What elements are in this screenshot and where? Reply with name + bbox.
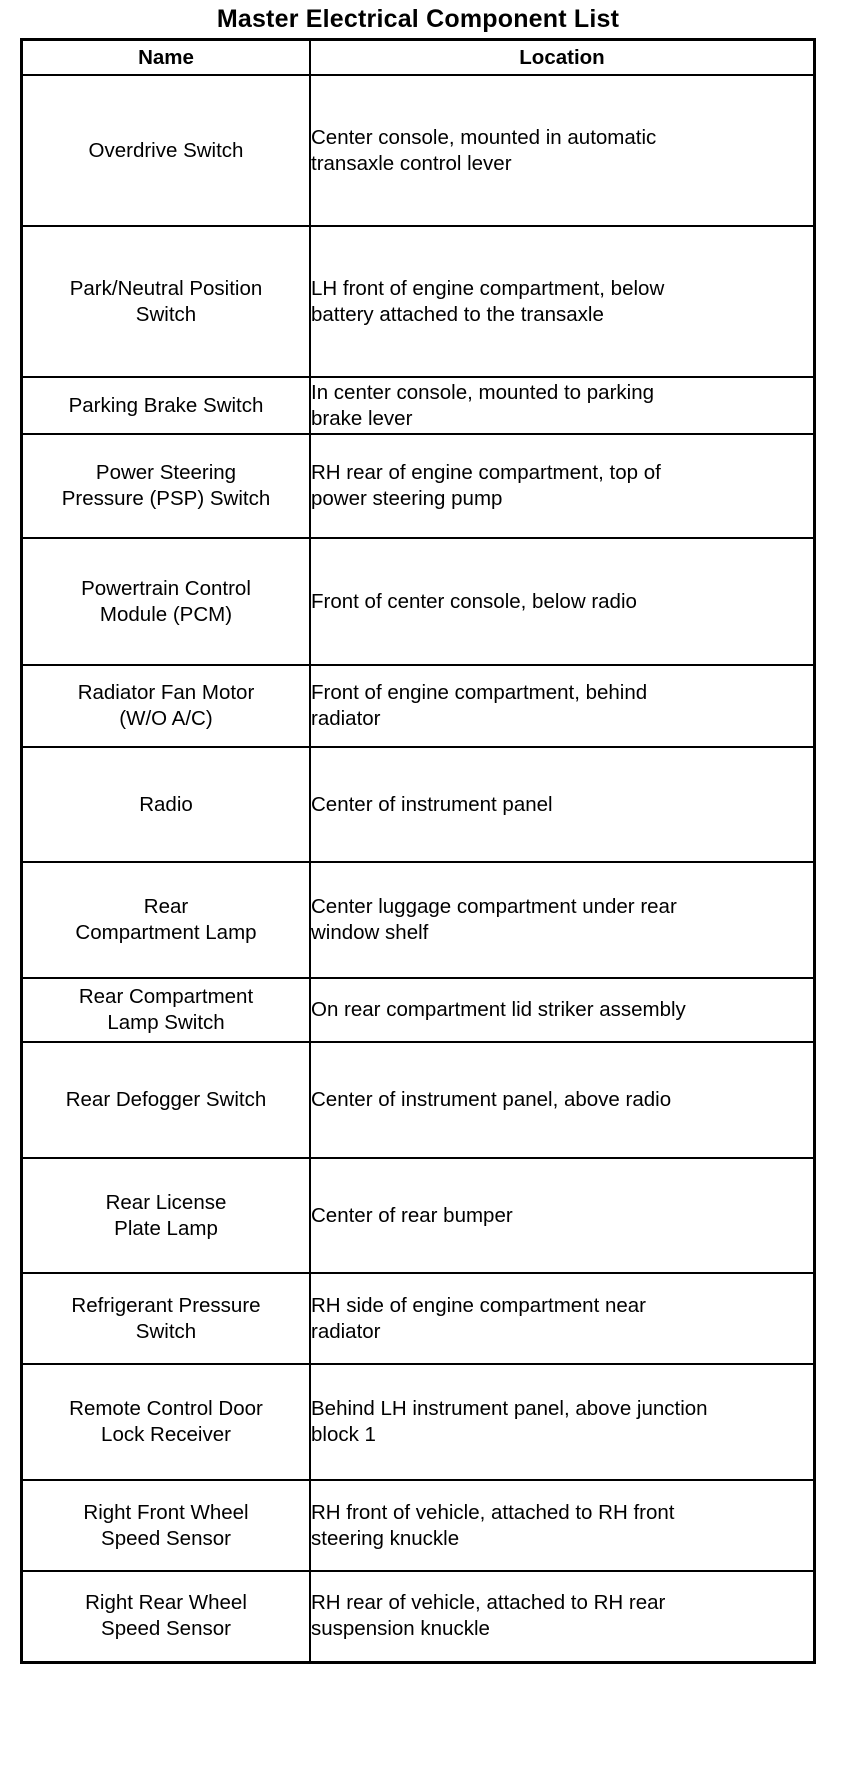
component-location-line: steering knuckle — [311, 1526, 460, 1550]
component-location-cell — [310, 862, 815, 978]
table-body — [22, 75, 815, 1662]
component-location-line: Center luggage compartment under rear — [311, 895, 677, 918]
component-location-cell — [310, 978, 815, 1042]
component-name-line: Rear Compartment — [78, 985, 254, 1008]
component-location-cell — [310, 665, 815, 747]
component-location-line: block 1 — [311, 1423, 376, 1446]
component-name-line: Rear License — [105, 1190, 227, 1214]
component-location-line: radiator — [311, 1319, 381, 1343]
component-location-line: radiator — [311, 707, 381, 730]
component-name-cell — [22, 1158, 311, 1273]
component-location-line: Behind LH instrument panel, above junction — [311, 1397, 708, 1420]
component-table — [20, 38, 816, 1664]
page-title: Master Electrical Component List — [216, 5, 620, 33]
component-table-container — [20, 38, 816, 1664]
component-location-line: Center of instrument panel, above radio — [311, 1088, 672, 1111]
table-row — [22, 1042, 815, 1158]
component-location-cell — [310, 1571, 815, 1662]
component-name-cell — [22, 538, 311, 665]
table-row — [22, 75, 815, 226]
component-name-cell — [22, 434, 311, 538]
table-row — [22, 538, 815, 665]
table-row — [22, 978, 815, 1042]
component-location-line: In center console, mounted to parking — [311, 380, 655, 404]
table-row — [22, 747, 815, 862]
component-location-line: RH front of vehicle, attached to RH front — [311, 1500, 675, 1524]
column-header-location: Location — [310, 40, 815, 76]
component-name-cell — [22, 377, 311, 434]
component-name-line: Radio — [139, 792, 193, 816]
component-name-line: Module (PCM) — [99, 602, 233, 626]
component-location-cell — [310, 1042, 815, 1158]
component-location-cell — [310, 747, 815, 862]
component-name-line: Remote Control Door — [69, 1397, 263, 1420]
component-name-line: Right Front Wheel — [83, 1500, 249, 1524]
component-name-line: Rear Defogger Switch — [65, 1088, 267, 1111]
component-name-line: Radiator Fan Motor — [77, 681, 255, 704]
component-location-line: On rear compartment lid striker assembly — [311, 998, 686, 1021]
component-name-line: Plate Lamp — [114, 1216, 218, 1240]
component-location-cell — [310, 1158, 815, 1273]
component-name-line: Park/Neutral Position — [69, 276, 263, 300]
table-row — [22, 434, 815, 538]
column-header-name: Name — [22, 40, 311, 76]
component-name-cell — [22, 1364, 311, 1480]
component-name-cell — [22, 747, 311, 862]
component-location-cell — [310, 377, 815, 434]
component-location-line: Front of center console, below radio — [311, 589, 637, 613]
table-row — [22, 665, 815, 747]
component-name-line: Power Steering — [95, 461, 237, 484]
component-location-cell — [310, 1364, 815, 1480]
component-name-cell — [22, 665, 311, 747]
component-name-line: Refrigerant Pressure — [71, 1293, 261, 1317]
component-name-line: Switch — [135, 302, 197, 326]
component-name-line: Pressure (PSP) Switch — [61, 487, 271, 510]
component-location-line: Center console, mounted in automatic — [311, 125, 657, 149]
component-location-line: suspension knuckle — [311, 1617, 490, 1641]
component-location-cell — [310, 75, 815, 226]
component-location-line: Center of rear bumper — [311, 1203, 513, 1227]
table-row — [22, 1480, 815, 1571]
component-location-cell — [310, 226, 815, 377]
component-location-line: RH rear of engine compartment, top of — [311, 461, 661, 484]
component-location-line: Front of engine compartment, behind — [311, 681, 648, 704]
component-name-cell — [22, 1571, 311, 1662]
component-location-line: window shelf — [311, 921, 429, 944]
component-location-cell — [310, 538, 815, 665]
component-location-line: LH front of engine compartment, below — [311, 276, 665, 300]
component-name-line: Speed Sensor — [101, 1526, 231, 1550]
component-name-line: Switch — [135, 1319, 197, 1343]
table-row — [22, 1158, 815, 1273]
table-row — [22, 1364, 815, 1480]
component-location-line: Center of instrument panel — [311, 792, 553, 816]
component-name-cell — [22, 862, 311, 978]
component-location-cell — [310, 434, 815, 538]
component-location-cell — [310, 1480, 815, 1571]
component-location-line: RH rear of vehicle, attached to RH rear — [311, 1591, 666, 1615]
component-location-cell — [310, 1273, 815, 1364]
table-row — [22, 1273, 815, 1364]
component-name-line: Rear — [143, 895, 189, 918]
component-name-line: Lamp Switch — [107, 1011, 225, 1034]
component-location-line: battery attached to the transaxle — [311, 302, 604, 326]
component-name-line: Speed Sensor — [101, 1617, 231, 1641]
component-location-line: transaxle control lever — [311, 151, 512, 175]
component-name-cell — [22, 1042, 311, 1158]
component-name-cell — [22, 226, 311, 377]
table-header-row — [22, 40, 815, 76]
component-name-line: Right Rear Wheel — [85, 1591, 247, 1615]
component-name-line: Parking Brake Switch — [68, 393, 264, 417]
component-name-line: Powertrain Control — [81, 576, 251, 600]
table-row — [22, 862, 815, 978]
table-row — [22, 377, 815, 434]
component-name-cell — [22, 75, 311, 226]
component-location-line: RH side of engine compartment near — [311, 1293, 647, 1317]
table-row — [22, 1571, 815, 1662]
component-name-cell — [22, 978, 311, 1042]
component-name-cell — [22, 1480, 311, 1571]
component-name-line: (W/O A/C) — [119, 707, 213, 730]
component-name-cell — [22, 1273, 311, 1364]
component-name-line: Compartment Lamp — [75, 921, 257, 944]
component-name-line: Overdrive Switch — [88, 138, 244, 162]
component-name-line: Lock Receiver — [101, 1423, 231, 1446]
component-location-line: brake lever — [311, 406, 413, 430]
component-location-line: power steering pump — [311, 487, 503, 510]
table-row — [22, 226, 815, 377]
